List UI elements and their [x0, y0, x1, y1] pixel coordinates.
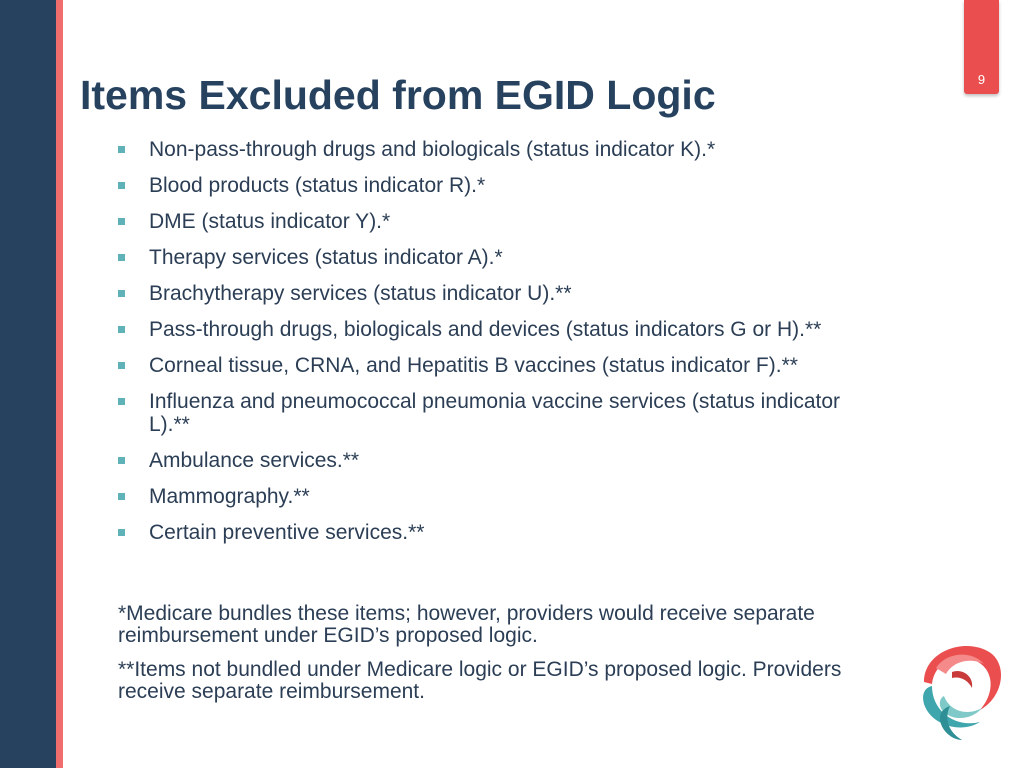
excluded-items-list — [118, 138, 878, 557]
page-number: 9 — [977, 72, 986, 87]
list-item — [118, 174, 878, 197]
footnote-double-asterisk: **Items not bundled under Medicare logic or EGID’s proposed logic. Providers receive separate reimbursement. — [118, 658, 842, 703]
square-bullet-icon — [118, 254, 125, 261]
list-item — [118, 354, 878, 377]
slide-title: Items Excluded from EGID Logic — [80, 72, 716, 118]
list-item — [118, 390, 878, 436]
list-item-text: DME (status indicator Y).* — [149, 210, 391, 233]
square-bullet-icon — [118, 493, 125, 500]
square-bullet-icon — [118, 398, 125, 405]
square-bullet-icon — [118, 326, 125, 333]
square-bullet-icon — [118, 182, 125, 189]
list-item — [118, 282, 878, 305]
footnotes — [118, 603, 898, 715]
swirl-logo-icon — [910, 632, 1010, 744]
square-bullet-icon — [118, 146, 125, 153]
list-item-text: Corneal tissue, CRNA, and Hepatitis B vaccines (status indicator F).** — [149, 354, 798, 377]
list-item — [118, 138, 878, 161]
list-item-text: Therapy services (status indicator A).* — [149, 246, 503, 269]
left-accent-stripe — [56, 0, 63, 768]
square-bullet-icon — [118, 218, 125, 225]
list-item — [118, 210, 878, 233]
list-item — [118, 521, 878, 544]
list-item-text: Blood products (status indicator R).* — [149, 174, 486, 197]
list-item-text: Brachytherapy services (status indicator U).** — [149, 282, 572, 305]
list-item-text: Pass-through drugs, biologicals and devices (status indicators G or H).** — [149, 318, 822, 341]
list-item-text: Certain preventive services.** — [149, 521, 425, 544]
list-item — [118, 318, 878, 341]
square-bullet-icon — [118, 529, 125, 536]
list-item-text: Ambulance services.** — [149, 449, 360, 472]
list-item-text: Influenza and pneumococcal pneumonia vaccine services (status indicator L).** — [149, 390, 841, 436]
square-bullet-icon — [118, 290, 125, 297]
square-bullet-icon — [118, 362, 125, 369]
list-item — [118, 485, 878, 508]
list-item-text: Mammography.** — [149, 485, 310, 508]
page-number-tab — [964, 0, 999, 94]
list-item — [118, 449, 878, 472]
left-sidebar-band — [0, 0, 56, 768]
square-bullet-icon — [118, 457, 125, 464]
footnote-single-asterisk: *Medicare bundles these items; however, providers would receive separate reimbursement under EGID’s proposed logic. — [118, 602, 815, 647]
list-item-text: Non-pass-through drugs and biologicals (status indicator K).* — [149, 138, 716, 161]
list-item — [118, 246, 878, 269]
